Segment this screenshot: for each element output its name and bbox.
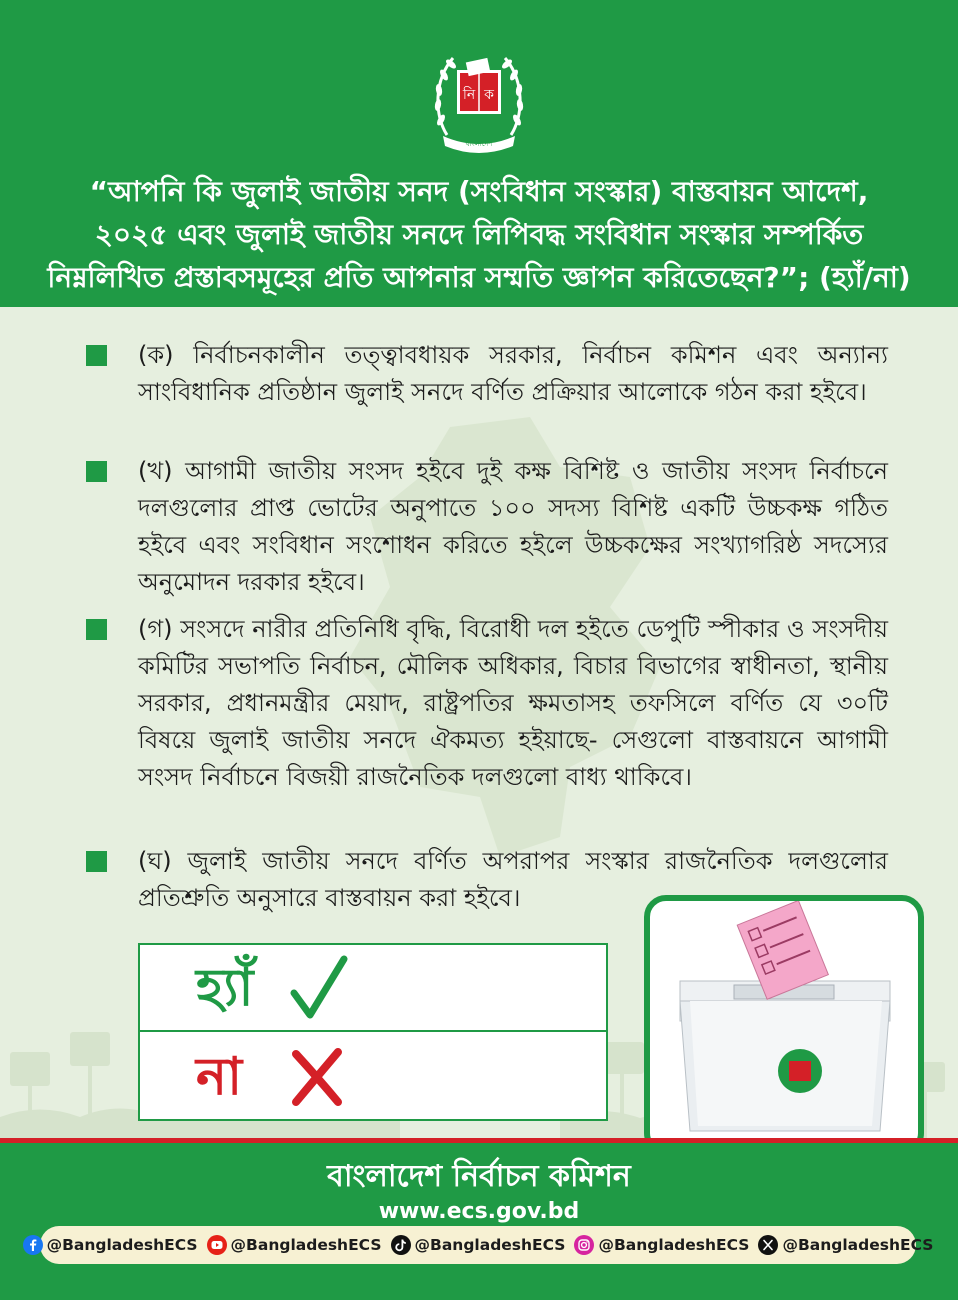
question-line: নিম্নলিখিত প্রস্তাবসমূহের প্রতি আপনার সম্মতি জ্ঞাপন করিতেছেন?”; (হ্যাঁ/না) (47, 261, 911, 294)
question-line: ২০২৫ এবং জুলাই জাতীয় সনদে লিপিবদ্ধ সংবিধান সংস্কার সম্পর্কিত (94, 218, 864, 251)
social-handle: @BangladeshECS (230, 1236, 382, 1254)
ballot-box-icon (650, 901, 918, 1142)
no-option (140, 1034, 606, 1121)
proposal-text: (ক) নির্বাচনকালীন তত্ত্বাবধায়ক সরকার, নির্বাচন কমিশন এবং অন্যান্য সাংবিধানিক প্রতিষ্ঠান জুলাই সনদে বর্ণিত প্রক্রিয়ার আলোকে গঠন করা হইবে। (138, 341, 888, 406)
instagram-icon (574, 1235, 594, 1255)
social-tiktok[interactable] (391, 1235, 566, 1255)
cross-icon (290, 1048, 344, 1106)
social-x[interactable] (758, 1235, 933, 1255)
yes-no-choice-box (138, 943, 608, 1121)
social-handle: @BangladeshECS (414, 1236, 566, 1254)
youtube-icon (207, 1235, 227, 1255)
ballot-box-image-frame (644, 895, 924, 1142)
proposal-text: (ঘ) জুলাই জাতীয় সনদে বর্ণিত অপরাপর সংস্কার রাজনৈতিক দলগুলোর প্রতিশ্রুতি অনুসারে বাস্তবায়ন করা হইবে। (138, 847, 888, 912)
social-facebook[interactable] (23, 1235, 198, 1255)
social-media-bar (40, 1226, 934, 1264)
yes-option (140, 945, 606, 1032)
social-youtube[interactable] (207, 1235, 382, 1255)
header-banner (0, 0, 958, 307)
no-label: না (196, 1047, 243, 1107)
organization-name: বাংলাদেশ নির্বাচন কমিশন (327, 1159, 631, 1194)
footer (0, 1143, 958, 1300)
bullet-square-icon (86, 851, 107, 872)
social-instagram[interactable] (574, 1235, 749, 1255)
emblem-text-right: ক (484, 87, 494, 103)
tiktok-icon (391, 1235, 411, 1255)
social-handle: @BangladeshECS (46, 1236, 198, 1254)
proposal-text: (খ) আগামী জাতীয় সংসদ হইবে দুই কক্ষ বিশিষ্ট ও জাতীয় সংসদ নির্বাচনে দলগুলোর প্রাপ্ত ভোটের অনুপাতে ১০০ সদস্য বিশিষ্ট একটি উচ্চকক্ষ গঠিত হইবে এবং সংবিধান সংশোধন করিতে হইলে উচ্চকক্ষের সংখ্যাগরিষ্ঠ সদস্যের অনুমোদন দরকার হইবে। (138, 457, 888, 596)
social-handle: @BangladeshECS (782, 1236, 934, 1254)
website-link[interactable]: www.ecs.gov.bd (378, 1199, 580, 1224)
question-line: “আপনি কি জুলাই জাতীয় সনদ (সংবিধান সংস্কার) বাস্তবায়ন আদেশ, (89, 175, 869, 208)
proposal-text: (গ) সংসদে নারীর প্রতিনিধি বৃদ্ধি, বিরোধী দল হইতে ডেপুটি স্পীকার ও সংসদীয় কমিটির সভাপতি নির্বাচন, মৌলিক অধিকার, বিচার বিভাগের স্বাধীনতা, স্থানীয় সরকার, প্রধানমন্ত্রীর মেয়াদ, রাষ্ট্রপতির ক্ষমতাসহ তফসিলে বর্ণিত যে ৩০টি বিষয়ে জুলাই জাতীয় সনদে ঐকমত্য হইয়াছে- সেগুলো বাস্তবায়নে আগামী সংসদ নির্বাচনে বিজয়ী রাজনৈতিক দলগুলো বাধ্য থাকিবে। (138, 615, 888, 791)
bullet-square-icon (86, 619, 107, 640)
bullet-square-icon (86, 345, 107, 366)
referendum-question (30, 170, 928, 299)
bullet-square-icon (86, 461, 107, 482)
facebook-icon (23, 1235, 43, 1255)
x-icon (758, 1235, 778, 1255)
emblem-banner-text: বাংলাদেশ (465, 140, 493, 148)
checkmark-icon (290, 955, 348, 1021)
yes-label: হ্যাঁ (196, 958, 254, 1018)
proposals-section (0, 307, 958, 1142)
social-handle: @BangladeshECS (598, 1236, 750, 1254)
emblem-text-left: নি (462, 87, 476, 103)
election-commission-emblem-icon (429, 40, 529, 158)
